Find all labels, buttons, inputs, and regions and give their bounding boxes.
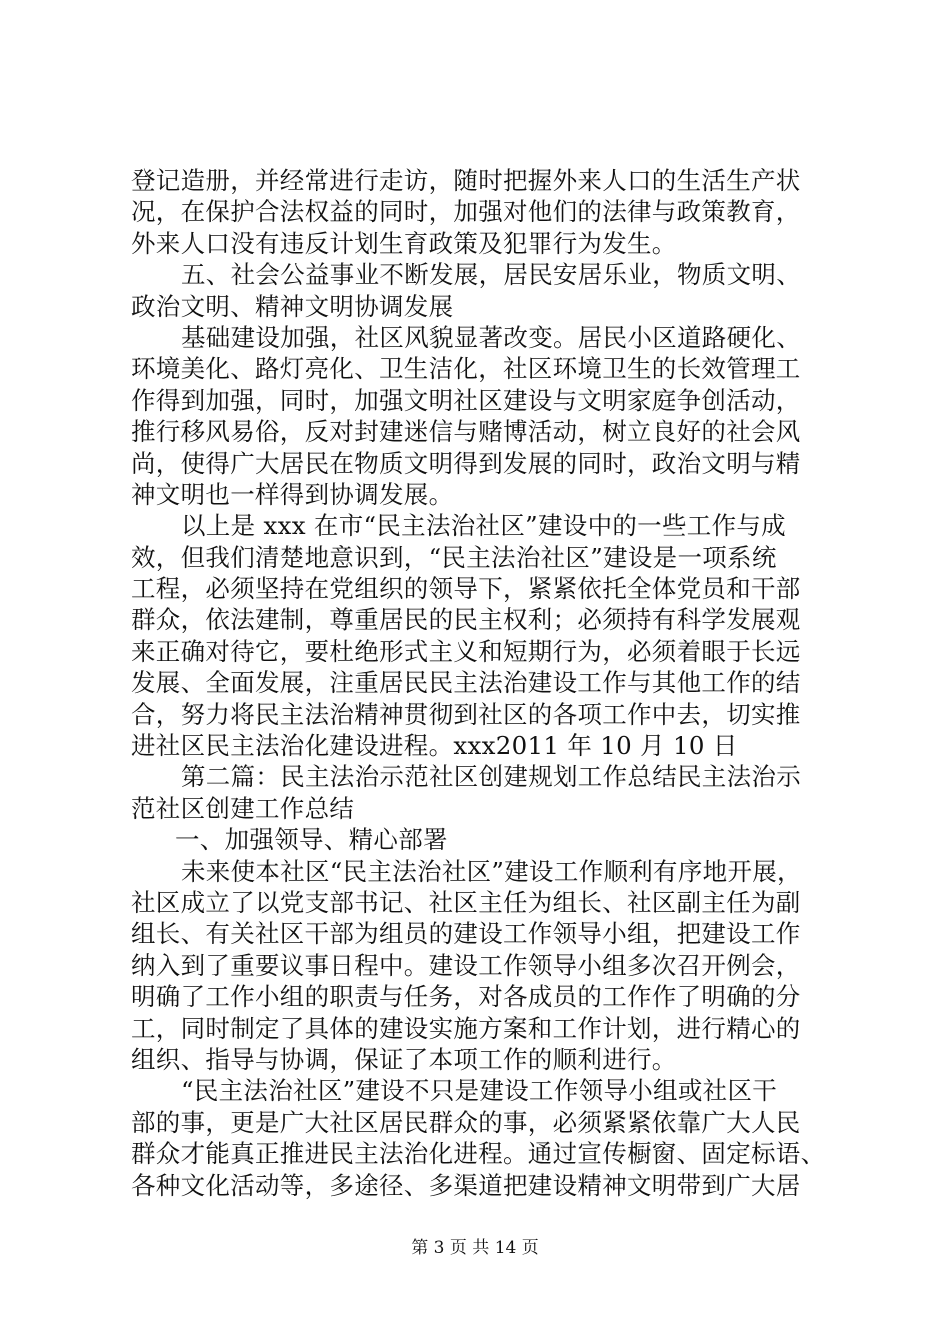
text-line: 神文明也一样得到协调发展。	[131, 479, 454, 509]
text-line: 各种文化活动等，多途径、多渠道把建设精神文明带到广大居	[131, 1170, 801, 1200]
text-line: 组长、有关社区干部为组员的建设工作领导小组，把建设工作	[131, 919, 801, 949]
section-heading: 一、加强领导、精心部署	[175, 825, 448, 855]
text-line: 发展、全面发展，注重居民民主法治建设工作与其他工作的结	[131, 668, 801, 698]
text-line: 环境美化、路灯亮化、卫生洁化，社区环境卫生的长效管理工	[131, 354, 801, 384]
section-heading: 五、社会公益事业不断发展，居民安居乐业，物质文明、	[181, 260, 801, 290]
text-line: “民主法治社区”建设不只是建设工作领导小组或社区干	[181, 1076, 778, 1106]
text-line: 来正确对待它，要杜绝形式主义和短期行为，必须着眼于长远	[131, 636, 801, 666]
text-line: 未来使本社区“民主法治社区”建设工作顺利有序地开展，	[181, 856, 802, 886]
section-heading: 政治文明、精神文明协调发展	[131, 291, 454, 321]
text-line: 作得到加强，同时，加强文明社区建设与文明家庭争创活动，	[131, 385, 801, 415]
text-line: 外来人口没有违反计划生育政策及犯罪行为发生。	[131, 228, 677, 258]
text-line: 工程，必须坚持在党组织的领导下，紧紧依托全体党员和干部	[131, 574, 801, 604]
page-footer: 第 3 页 共 14 页	[411, 1238, 539, 1258]
text-line: 况，在保护合法权益的同时，加强对他们的法律与政策教育，	[131, 197, 801, 227]
text-line: 合，努力将民主法治精神贯彻到社区的各项工作中去，切实推	[131, 699, 801, 729]
text-line: 社区成立了以党支部书记、社区主任为组长、社区副主任为副	[131, 887, 801, 917]
text-line: 基础建设加强，社区风貌显著改变。居民小区道路硬化、	[181, 322, 801, 352]
text-line: 推行移风易俗，反对封建迷信与赌博活动，树立良好的社会风	[131, 417, 801, 447]
text-line: 登记造册，并经常进行走访，随时把握外来人口的生活生产状	[131, 166, 801, 195]
text-line: 进社区民主法治化建设进程。xxx2011 年 10 月 10 日	[131, 731, 738, 761]
document-body	[131, 165, 831, 1201]
text-line: 以上是 xxx 在市“民主法治社区”建设中的一些工作与成	[181, 511, 786, 541]
text-line: 组织、指导与协调，保证了本项工作的顺利进行。	[131, 1044, 677, 1074]
text-line: 工，同时制定了具体的建设实施方案和工作计划，进行精心的	[131, 1013, 801, 1043]
text-line: 群众才能真正推进民主法治化进程。通过宣传橱窗、固定标语、	[131, 1139, 826, 1169]
text-line: 效，但我们清楚地意识到，“民主法治社区”建设是一项系统	[131, 542, 777, 572]
text-line: 部的事，更是广大社区居民群众的事，必须紧紧依靠广大人民	[131, 1107, 801, 1137]
text-line: 明确了工作小组的职责与任务，对各成员的工作作了明确的分	[131, 982, 801, 1012]
text-line: 尚，使得广大居民在物质文明得到发展的同时，政治文明与精	[131, 448, 801, 478]
article-title: 范社区创建工作总结	[131, 793, 355, 823]
article-title: 第二篇：民主法治示范社区创建规划工作总结民主法治示	[181, 762, 801, 792]
text-line: 纳入到了重要议事日程中。建设工作领导小组多次召开例会，	[131, 950, 801, 980]
text-line: 群众，依法建制，尊重居民的民主权利；必须持有科学发展观	[131, 605, 801, 635]
